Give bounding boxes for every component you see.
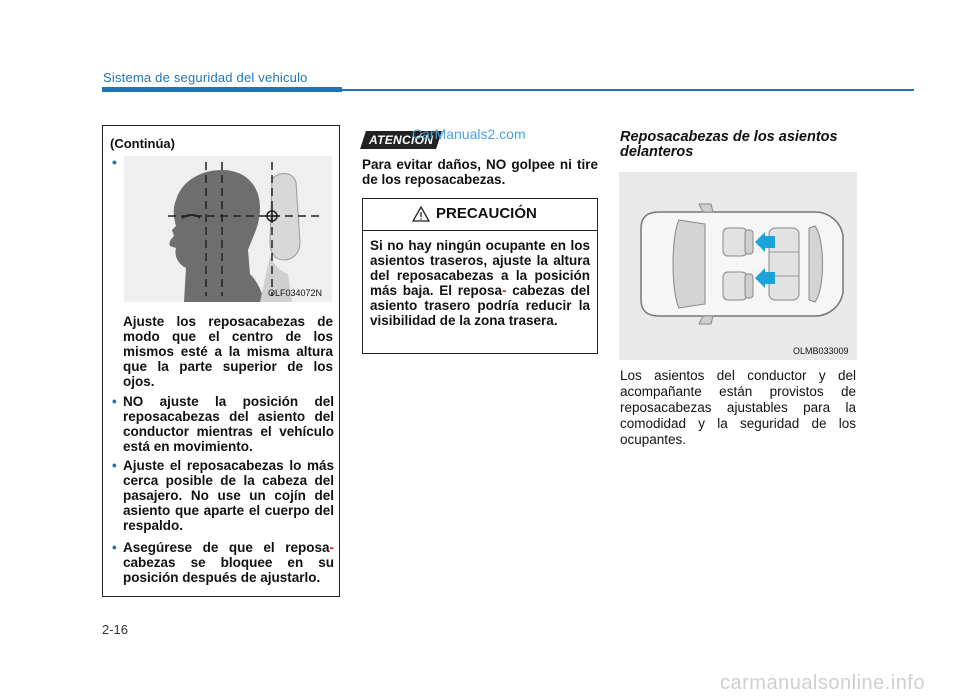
section-title: Sistema de seguridad del vehiculo [103, 70, 308, 85]
figure-code: OLF034072N [268, 288, 323, 298]
body-text: Los asientos del conductor y del acompañante están provistos de reposacabezas ajustables para la comodidad y la seguridad de los ocupantes. [620, 368, 856, 447]
figure-code: OLMB033009 [793, 346, 849, 356]
bullet-text-b: cabezas se bloquee en su posición después de ajustarlo. [123, 555, 334, 585]
caution-divider [362, 230, 598, 231]
headrest-paragraph: Ajuste los reposacabezas de modo que el centro de los mismos esté a la misma altura que la parte superior de los ojos. [123, 314, 333, 389]
headrest-figure [124, 156, 332, 302]
bullet-text-a: Asegúrese de que el reposa [123, 540, 330, 555]
car-top-view-illustration [619, 172, 857, 360]
bullet-item [112, 458, 334, 533]
bullet-dot: • [112, 394, 117, 409]
atencion-label: ATENCIÓN [369, 133, 434, 147]
attention-text: Para evitar daños, NO golpee ni tire de los reposacabezas. [362, 157, 598, 187]
caution-text-a: Si no hay ningún ocupante en los asientos traseros, ajuste la altura del reposacabezas a la posición más baja. El reposa [370, 238, 590, 298]
section-heading: Reposacabezas de los asientos delanteros [620, 129, 838, 160]
bullet-text: Ajuste el reposacabezas lo más cerca posible de la cabeza del pasajero. No use un cojín del asiento que aparte el cuerpo del respaldo. [123, 458, 334, 533]
caution-text-b: cabezas del asiento trasero podría reducir la visibilidad de la zona trasera. [370, 283, 591, 328]
bullet-dot: • [112, 154, 117, 170]
car-seats-figure [619, 172, 857, 360]
caution-text [370, 238, 590, 328]
bullet-item [112, 540, 334, 585]
bullet-dot: • [112, 458, 117, 473]
bullet-text: NO ajuste la posición del reposacabezas del asiento del conductor mientras el vehículo está en movimiento. [123, 394, 334, 454]
bullet-text [123, 540, 334, 585]
caution-title: PRECAUCIÓN [436, 205, 537, 222]
footer-watermark: carmanualsonline.info [720, 672, 926, 694]
header-rule-thin [342, 89, 914, 91]
head-headrest-illustration [124, 156, 332, 302]
warning-triangle-icon [412, 206, 430, 227]
hyphen: - [502, 283, 507, 298]
header-rule-thick [102, 87, 342, 92]
hyphen: - [329, 540, 334, 555]
watermark-link[interactable]: CarManuals2.com [412, 126, 526, 142]
continued-label: (Continúa) [110, 136, 175, 151]
page-number: 2-16 [102, 622, 129, 637]
bullet-item [112, 394, 334, 454]
bullet-dot: • [112, 540, 117, 555]
